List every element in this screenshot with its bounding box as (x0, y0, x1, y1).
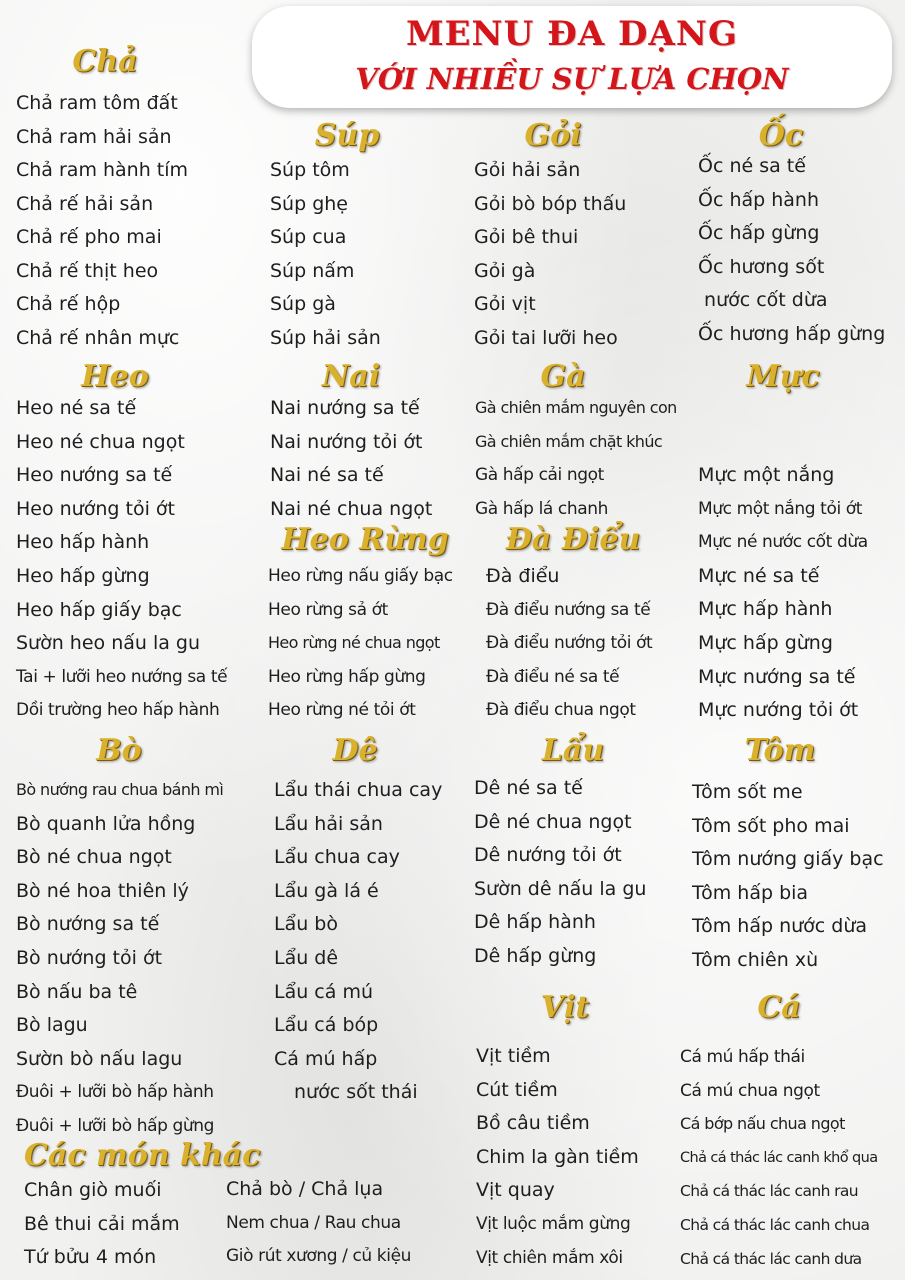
menu-item: Bò quanh lửa hồng (16, 812, 196, 835)
menu-item: Tôm hấp nước dừa (692, 915, 868, 938)
menu-item: Vịt chiên mắm xôi (476, 1247, 623, 1268)
menu-item: Gỏi bò bóp thấu (474, 192, 627, 215)
menu-item: Heo né sa tế (16, 397, 137, 419)
menu-item: Bò nướng rau chua bánh mì (16, 780, 224, 799)
section-title-heo: Heo (81, 359, 149, 394)
menu-item: Dồi trường heo hấp hành (16, 700, 220, 721)
menu-item: nước sốt thái (294, 1081, 418, 1104)
section-title-heo-rung: Heo Rừng (281, 522, 449, 557)
menu-item: Sườn dê nấu la gu (474, 877, 647, 900)
menu-item: Vịt quay (476, 1179, 555, 1202)
menu-item: Heo hấp gừng (16, 565, 150, 587)
section-title-bo: Bò (96, 733, 142, 768)
menu-item: Ốc né sa tế (698, 155, 806, 177)
menu-item: Súp ghẹ (270, 192, 348, 215)
menu-item: Ốc hương sốt (698, 255, 825, 278)
section-title-ca: Cá (757, 990, 801, 1025)
menu-item: Heo hấp giấy bạc (16, 598, 182, 621)
menu-item: Cá mú hấp (274, 1047, 378, 1070)
menu-item: Lẩu thái chua cay (274, 779, 443, 801)
section-title-de: Dê (332, 733, 378, 768)
menu-item: Heo rừng hấp gừng (268, 666, 426, 687)
menu-item: Súp hải sản (270, 326, 381, 349)
menu-item: Mực hấp hành (698, 598, 833, 621)
menu-item: Lẩu dê (274, 947, 339, 969)
section-title-nai: Nai (321, 359, 381, 394)
menu-item: Cá mú chua ngọt (680, 1080, 820, 1101)
menu-item: Heo rừng né tỏi ớt (268, 700, 416, 721)
menu-item: Heo rừng né chua ngọt (268, 633, 440, 653)
menu-item: Tứ bửu 4 món (24, 1246, 157, 1269)
menu-item: Tai + lưỡi heo nướng sa tế (16, 666, 228, 687)
menu-item: Sườn heo nấu la gu (16, 632, 201, 655)
menu-item: Gà chiên mắm nguyên con (475, 398, 677, 417)
menu-item: Dê hấp gừng (474, 945, 597, 967)
section-title-ga: Gà (540, 359, 586, 394)
menu-item: Cút tiềm (476, 1078, 558, 1101)
menu-item: Lẩu cá mú (274, 980, 373, 1003)
menu-item: Lẩu bò (274, 913, 338, 936)
menu-item: Gỏi gà (474, 259, 536, 282)
menu-item: Súp nấm (270, 259, 355, 282)
header-banner (252, 6, 892, 108)
menu-item: Đuôi + lưỡi bò hấp hành (16, 1082, 214, 1103)
menu-item: Bò né hoa thiên lý (16, 879, 189, 902)
menu-item: Lẩu cá bóp (274, 1014, 379, 1037)
menu-item: Đà điểu (486, 565, 560, 587)
menu-item: Đà điểu chua ngọt (486, 700, 636, 721)
menu-item: Lẩu gà lá é (274, 879, 379, 902)
menu-item: Heo né chua ngọt (16, 430, 185, 453)
menu-item: Súp cua (270, 226, 347, 248)
menu-item: Nai né chua ngọt (270, 497, 433, 520)
menu-item: Bê thui cải mắm (24, 1212, 180, 1235)
menu-item: Chả cá thác lác canh dưa (680, 1249, 862, 1268)
menu-item: Chả rế nhân mực (16, 326, 180, 349)
menu-item: Súp gà (270, 293, 336, 315)
menu-item: Dê hấp hành (474, 911, 596, 934)
menu-item: Chân giò muối (24, 1179, 162, 1201)
menu-item: Nai nướng sa tế (270, 397, 420, 419)
menu-item: Bò nướng sa tế (16, 913, 160, 936)
menu-item: Vịt luộc mắm gừng (476, 1214, 631, 1234)
menu-item: Đà điểu né sa tế (486, 666, 620, 687)
section-title-oc: Ốc (758, 118, 804, 153)
menu-item: Dê né chua ngọt (474, 810, 632, 833)
menu-item: Cá mú hấp thái (680, 1047, 805, 1067)
menu-item: Tôm chiên xù (692, 949, 819, 971)
menu-item: Mực nướng sa tế (698, 665, 856, 688)
menu-item: Gỏi vịt (474, 293, 536, 315)
menu-item: Ốc hương hấp gừng (698, 322, 886, 345)
menu-item: Mực né nước cốt dừa (698, 532, 868, 553)
menu-item: Bò lagu (16, 1014, 88, 1037)
menu-item: Dê né sa tế (474, 777, 583, 799)
menu-item: Chả rế hải sản (16, 192, 154, 215)
menu-item: Chả ram hành tím (16, 159, 189, 181)
menu-item: Ốc hấp hành (698, 188, 819, 211)
menu-item: Chả ram hải sản (16, 125, 172, 148)
menu-item: Tôm sốt me (692, 781, 803, 803)
section-title-khac: Các món khác (24, 1138, 261, 1173)
menu-item: Chả rế hộp (16, 293, 121, 315)
menu-item: Vịt tiềm (476, 1045, 551, 1067)
menu-item: Gà hấp lá chanh (475, 498, 609, 519)
menu-item: Mực né sa tế (698, 564, 820, 587)
section-title-muc: Mực (746, 359, 820, 394)
menu-item: Heo nướng tỏi ớt (16, 497, 175, 520)
menu-item: Tôm hấp bia (692, 881, 809, 904)
menu-item: Lẩu hải sản (274, 812, 383, 835)
menu-item: Gỏi tai lưỡi heo (474, 326, 618, 349)
menu-item: Súp tôm (270, 159, 350, 181)
menu-item: Gà hấp cải ngọt (475, 465, 604, 486)
menu-item: Lẩu chua cay (274, 846, 400, 869)
menu-item: Tôm nướng giấy bạc (692, 848, 884, 871)
menu-item: Heo hấp hành (16, 531, 150, 554)
menu-item: Mực hấp gừng (698, 632, 833, 654)
menu-item: Đà điểu nướng tỏi ớt (486, 633, 653, 654)
menu-item: Chả bò / Chả lụa (226, 1178, 384, 1200)
menu-item: Bò nướng tỏi ớt (16, 947, 163, 969)
section-title-lau: Lẩu (541, 733, 605, 768)
menu-item: Bồ câu tiềm (476, 1112, 590, 1135)
menu-item: Nem chua / Rau chua (226, 1212, 401, 1233)
menu-item: Bò né chua ngọt (16, 846, 172, 869)
menu-item: nước cốt dừa (698, 289, 828, 311)
menu-item: Chim la gàn tiềm (476, 1145, 639, 1168)
menu-item: Sườn bò nấu lagu (16, 1047, 183, 1070)
menu-item: Chả cá thác lác canh rau (680, 1182, 859, 1201)
menu-item: Tôm sốt pho mai (692, 814, 850, 837)
menu-item: Gà chiên mắm chặt khúc (475, 431, 663, 451)
menu-item: Bò nấu ba tê (16, 980, 138, 1003)
menu-item: Gỏi hải sản (474, 159, 581, 181)
menu-item: Ốc hấp gừng (698, 222, 820, 244)
section-title-goi: Gỏi (524, 118, 582, 153)
menu-item: Dê nướng tỏi ớt (474, 844, 622, 867)
menu-item: Chả cá thác lác canh chua (680, 1216, 870, 1234)
menu-item: Heo rừng sả ớt (268, 599, 388, 620)
section-title-tom: Tôm (744, 733, 816, 768)
menu-item: Chả rế thịt heo (16, 259, 159, 282)
menu-title: MENU ĐA DẠNG (405, 14, 739, 54)
section-title-sup: Súp (314, 118, 380, 153)
menu-item: Cá bớp nấu chua ngọt (680, 1114, 845, 1134)
menu-item: Heo rừng nấu giấy bạc (268, 566, 453, 586)
menu-item: Chả cá thác lác canh khổ qua (680, 1149, 878, 1166)
menu-item: Mực một nắng (698, 464, 835, 486)
menu-item: Mực nướng tỏi ớt (698, 699, 859, 722)
menu-item: Chả rế pho mai (16, 226, 162, 248)
section-title-cha: Chả (72, 44, 138, 79)
menu-item: Heo nướng sa tế (16, 464, 173, 487)
menu-item: Giò rút xương / củ kiệu (226, 1246, 411, 1267)
section-title-vit: Vịt (540, 990, 590, 1025)
menu-item: Chả ram tôm đất (16, 92, 178, 114)
menu-item: Đuôi + lưỡi bò hấp gừng (16, 1116, 215, 1136)
menu-item: Mực một nắng tỏi ớt (698, 498, 863, 519)
menu-item: Nai nướng tỏi ớt (270, 430, 423, 453)
menu-item: Nai né sa tế (270, 464, 384, 487)
menu-subtitle: VỚI NHIỀU SỰ LỰA CHỌN (355, 62, 789, 96)
section-title-da-dieu: Đà Điểu (505, 522, 641, 557)
menu-item: Đà điểu nướng sa tế (486, 599, 651, 620)
menu-item: Gỏi bê thui (474, 226, 579, 248)
